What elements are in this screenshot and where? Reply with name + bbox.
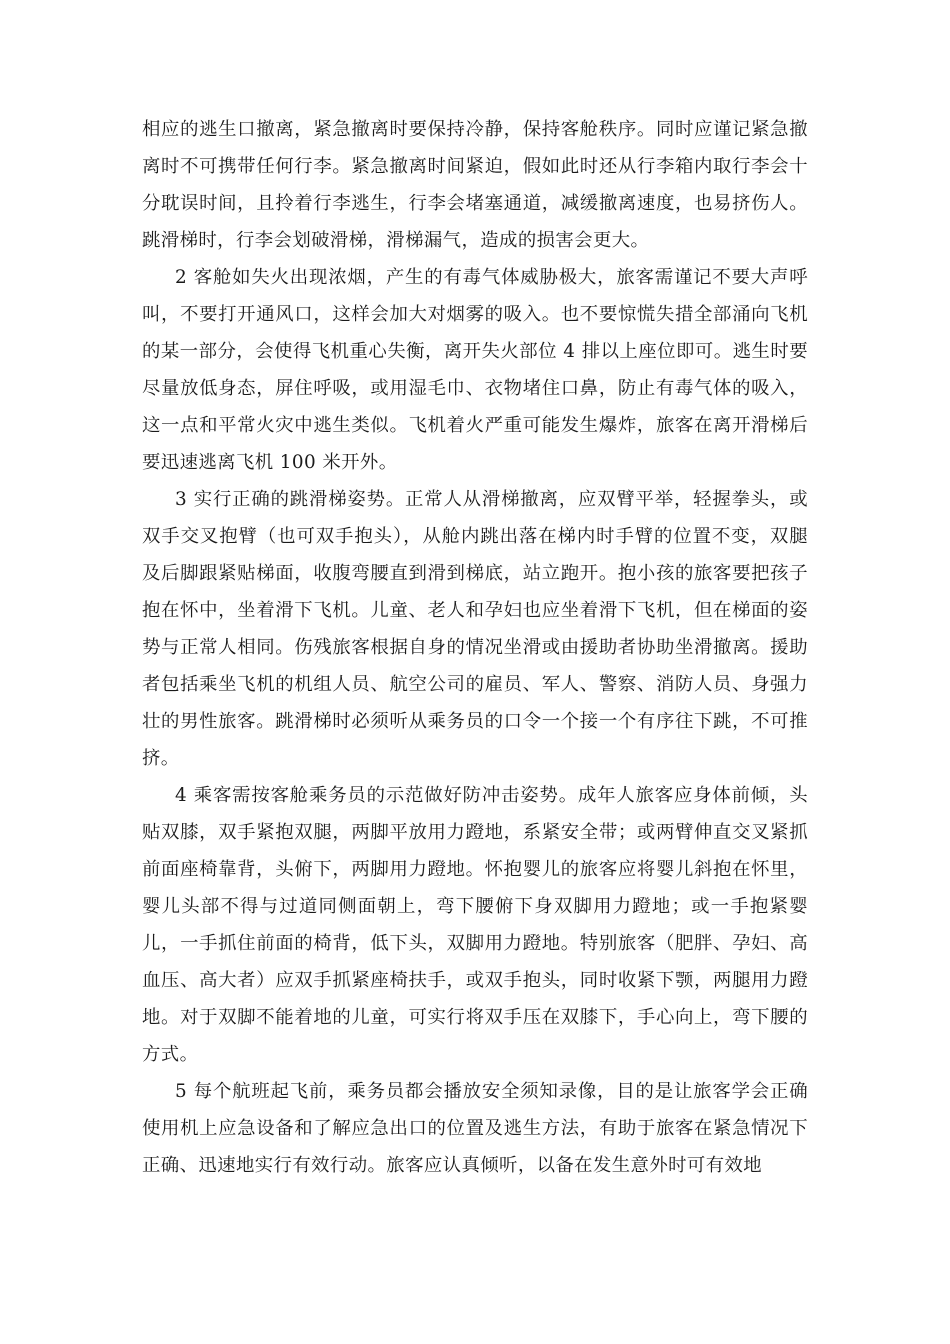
paragraph-item-3: 3 实行正确的跳滑梯姿势。正常人从滑梯撤离，应双臂平举，轻握拳头，或双手交叉抱臂（也可双手抱头），从舱内跳出落在梯内时手臂的位置不变，双腿及后脚跟紧贴梯面，收腹弯腰直到滑到梯底，站立跑开。抱小孩的旅客要把孩子抱在怀中，坐着滑下飞机。儿童、老人和孕妇也应坐着滑下飞机，但在梯面的姿势与正常人相同。伤残旅客根据自身的情况坐滑或由援助者协助坐滑撤离。援助者包括乘坐飞机的机组人员、航空公司的雇员、军人、警察、消防人员、身强力壮的男性旅客。跳滑梯时必须听从乘务员的口令一个接一个有序往下跳，不可推挤。 bbox=[142, 489, 808, 769]
paragraph-item-4: 4 乘客需按客舱乘务员的示范做好防冲击姿势。成年人旅客应身体前倾，头贴双膝，双手紧抱双腿，两脚平放用力蹬地，系紧安全带；或两臂伸直交叉紧抓前面座椅靠背，头俯下，两脚用力蹬地。怀抱婴儿的旅客应将婴儿斜抱在怀里，婴儿头部不得与过道同侧面朝上，弯下腰俯下身双脚用力蹬地；或一手抱紧婴儿，一手抓住前面的椅背，低下头，双脚用力蹬地。特别旅客（肥胖、孕妇、高血压、高大者）应双手抓紧座椅扶手，或双手抱头，同时收紧下颚，两腿用力蹬地。对于双脚不能着地的儿童，可实行将双手压在双膝下，手心向上，弯下腰的方式。 bbox=[142, 785, 808, 1065]
document-body bbox=[142, 111, 808, 1184]
paragraph-item-5: 5 每个航班起飞前，乘务员都会播放安全须知录像，目的是让旅客学会正确使用机上应急设备和了解应急出口的位置及逃生方法，有助于旅客在紧急情况下正确、迅速地实行有效行动。旅客应认真倾听，以备在发生意外时可有效地 bbox=[142, 1081, 808, 1176]
paragraph-item-2: 2 客舱如失火出现浓烟，产生的有毒气体威胁极大，旅客需谨记不要大声呼叫，不要打开通风口，这样会加大对烟雾的吸入。也不要惊慌失措全部涌向飞机的某一部分，会使得飞机重心失衡，离开失火部位 4 排以上座位即可。逃生时要尽量放低身态，屏住呼吸，或用湿毛巾、衣物堵住口鼻，防止有毒气体的吸入，这一点和平常火灾中逃生类似。飞机着火严重可能发生爆炸，旅客在离开滑梯后要迅速逃离飞机 100 米开外。 bbox=[142, 267, 808, 473]
paragraph-continuation: 相应的逃生口撤离，紧急撤离时要保持冷静，保持客舱秩序。同时应谨记紧急撤离时不可携带任何行李。紧急撤离时间紧迫，假如此时还从行李箱内取行李会十分耽误时间，且拎着行李逃生，行李会堵塞通道，减缓撤离速度，也易挤伤人。跳滑梯时，行李会划破滑梯，滑梯漏气，造成的损害会更大。 bbox=[142, 119, 808, 251]
